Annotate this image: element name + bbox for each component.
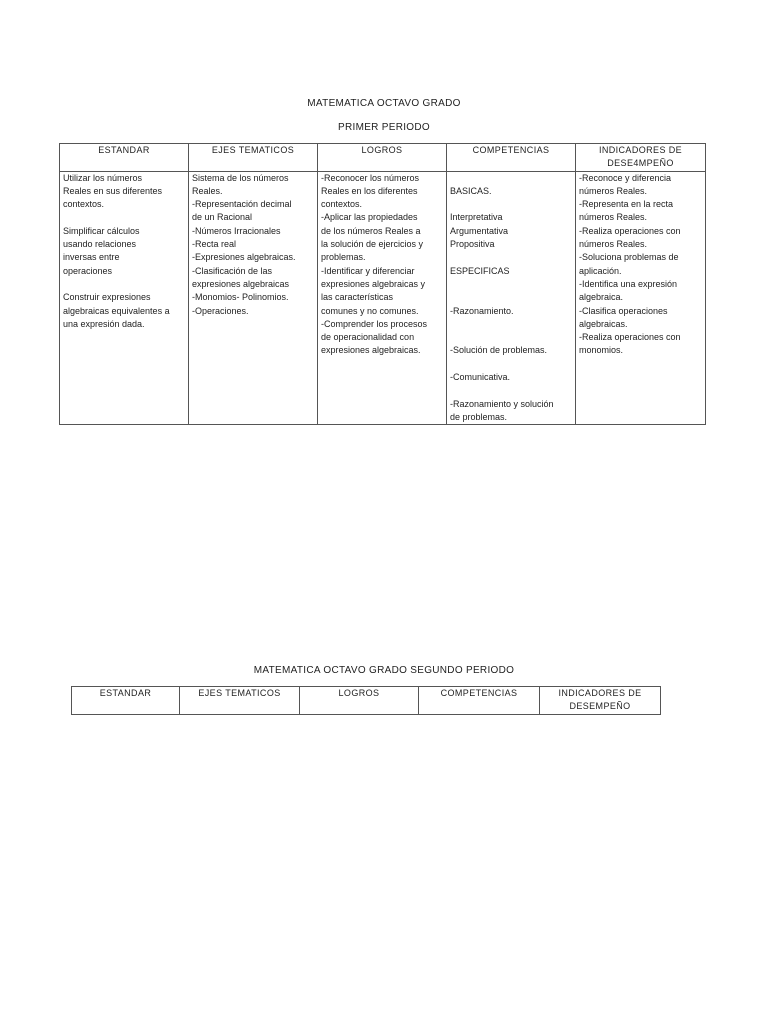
cell-competencias: BASICAS. Interpretativa Argumentativa Propositiva ESPECIFICAS -Razonamiento. -Solución de problemas. -Comunicativa. -Razonamiento y solución de problemas. [447,171,576,425]
cell-logros: -Reconocer los números Reales en los diferentes contextos. -Aplicar las propiedades de los números Reales a la solución de ejercicios y problemas. -Identificar y diferenciar expresiones algebraicas y las características comunes y no comunes. -Comprender los procesos de operacionalidad con expresiones algebraicas. [318,171,447,425]
table-row [60,171,706,425]
header-ejes-tematicos: EJES TEMATICOS [189,144,318,172]
cell-indicadores: -Reconoce y diferencia números Reales. -Representa en la recta números Reales. -Realiza operaciones con números Reales. -Soluciona problemas de aplicación. -Identifica una expresión algebraica. -Clasifica operaciones algebraicas. -Realiza operaciones con monomios. [576,171,706,425]
header-estandar: ESTANDAR [60,144,189,172]
header-ejes-tematicos: EJES TEMATICOS [180,687,300,715]
second-period-table [71,686,661,715]
table-header-row [72,687,661,715]
header-competencias: COMPETENCIAS [447,144,576,172]
header-logros: LOGROS [300,687,419,715]
cell-estandar: Utilizar los números Reales en sus diferentes contextos. Simplificar cálculos usando relaciones inversas entre operaciones Construir expresiones algebraicas equivalentes a una expresión dada. [60,171,189,425]
second-period-title: MATEMATICA OCTAVO GRADO SEGUNDO PERIODO [253,665,515,676]
header-indicadores: INDICADORES DE DESE4MPEÑO [576,144,706,172]
cell-ejes-tematicos: Sistema de los números Reales. -Representación decimal de un Racional -Números Irracionales -Recta real -Expresiones algebraicas. -Clasificación de las expresiones algebraicas -Monomios- Polinomios. -Operaciones. [189,171,318,425]
header-estandar: ESTANDAR [72,687,180,715]
header-indicadores: INDICADORES DE DESEMPEÑO [540,687,661,715]
first-period-table [59,143,706,425]
header-competencias: COMPETENCIAS [419,687,540,715]
document-title: MATEMATICA OCTAVO GRADO [307,98,461,109]
period-subtitle: PRIMER PERIODO [338,122,430,133]
table-header-row [60,144,706,172]
header-logros: LOGROS [318,144,447,172]
